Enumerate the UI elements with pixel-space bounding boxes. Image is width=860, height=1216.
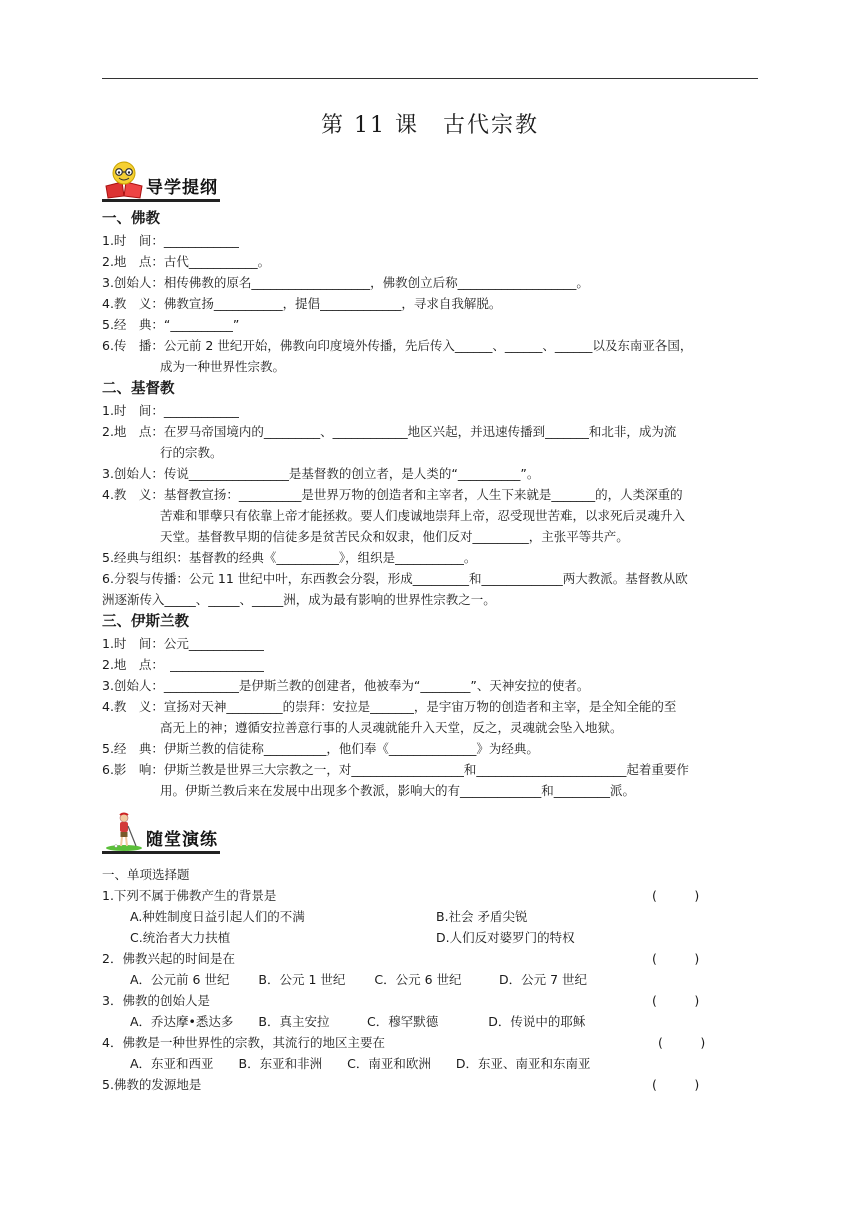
section-banner-practice	[102, 812, 302, 854]
text-line: 6.传 播：公元前 2 世纪开始，佛教向印度境外传播，先后传入______、______、______以及东南亚各国，	[102, 338, 693, 353]
question-3: 3．佛教的创始人是	[102, 993, 210, 1008]
exercise-heading: 一、单项选择题	[102, 867, 190, 882]
text-line: 1.时 间：公元____________	[102, 636, 264, 651]
text-line: 天堂。基督教早期的信徒多是贫苦民众和奴隶，他们反对_________，主张平等共产。	[160, 529, 629, 544]
text-line: 6.分裂与传播：公元 11 世纪中叶，东西教会分裂，形成_________和_____________两大教派。基督教从欧	[102, 571, 688, 586]
text-line: 5.经 典：伊斯兰教的信徒称__________，他们奉《______________》为经典。	[102, 741, 539, 756]
option-d: D.人们反对婆罗门的特权	[436, 930, 575, 945]
text-line: 3.创始人：相传佛教的原名___________________，佛教创立后称___________________。	[102, 275, 589, 290]
banner-underline	[102, 851, 220, 854]
text-line: 1.时 间：____________	[102, 233, 239, 248]
question-3-options: A．乔达摩•悉达多 B．真主安拉 C．穆罕默德 D．传说中的耶稣	[130, 1014, 586, 1029]
answer-paren: ( )	[652, 1077, 700, 1092]
text-line: 4.教 义：宣扬对天神_________的崇拜：安拉是_______，是宇宙万物的创造者和主宰，是全知全能的至	[102, 699, 677, 714]
text-line: 4.教 义：佛教宣扬___________，提倡_____________，寻求自我解脱。	[102, 296, 502, 311]
option-a: A.种姓制度日益引起人们的不满	[130, 909, 305, 924]
option-b: B.社会 矛盾尖锐	[436, 909, 528, 924]
text-line: 6.影 响：伊斯兰教是世界三大宗教之一，对__________________和________________________起着重要作	[102, 762, 689, 777]
answer-paren: ( )	[652, 993, 700, 1008]
text-line: 2.地 点：在罗马帝国境内的_________、____________地区兴起，并迅速传播到_______和北非，成为流	[102, 424, 677, 439]
section-heading-islam: 三、伊斯兰教	[102, 614, 189, 630]
text-line: 高无上的神；遵循安拉善意行事的人灵魂就能升入天堂，反之，灵魂就会坠入地狱。	[160, 720, 623, 735]
text-line: 1.时 间：____________	[102, 403, 239, 418]
text-line: 3.创始人：____________是伊斯兰教的创建者，他被奉为“________”、天神安拉的使者。	[102, 678, 590, 693]
question-4: 4．佛教是一种世界性的宗教，其流行的地区主要在	[102, 1035, 385, 1050]
text-line: 2.地 点：古代___________。	[102, 254, 271, 269]
page-title: 第 11 课 古代宗教	[321, 113, 539, 138]
banner-underline	[102, 199, 220, 202]
reading-student-icon	[102, 160, 146, 200]
text-line: 苦难和罪孽只有依靠上帝才能拯救。要人们虔诚地崇拜上帝，忍受现世苦难，以求死后灵魂升入	[160, 508, 686, 523]
answer-paren: ( )	[652, 951, 700, 966]
banner-label: 随堂演练	[146, 830, 218, 850]
section-banner-guide	[102, 160, 302, 202]
answer-paren: ( )	[658, 1035, 706, 1050]
question-4-options: A．东亚和西亚 B．东亚和非洲 C．南亚和欧洲 D．东亚、南亚和东南亚	[130, 1056, 591, 1071]
section-heading-buddhism: 一、佛教	[102, 211, 160, 227]
text-line: 用。伊斯兰教后来在发展中出现多个教派，影响大的有_____________和_________派。	[160, 783, 636, 798]
answer-paren: ( )	[652, 888, 700, 903]
golfer-icon	[102, 812, 146, 852]
text-line: 2.地 点： _______________	[102, 657, 264, 672]
question-2: 2．佛教兴起的时间是在	[102, 951, 235, 966]
question-2-options: A．公元前 6 世纪 B．公元 1 世纪 C．公元 6 世纪 D．公元 7 世纪	[130, 972, 588, 987]
text-line: 成为一种世界性宗教。	[160, 359, 286, 374]
text-line: 行的宗教。	[160, 445, 223, 460]
header-rule	[102, 78, 758, 79]
banner-label: 导学提纲	[146, 178, 218, 198]
text-line: 洲逐渐传入_____、_____、_____洲，成为最有影响的世界性宗教之一。	[102, 592, 496, 607]
option-c: C.统治者大力扶植	[130, 930, 231, 945]
text-line: 5.经 典：“__________”	[102, 317, 240, 332]
section-heading-christianity: 二、基督教	[102, 381, 175, 397]
question-1: 1.下列不属于佛教产生的背景是	[102, 888, 277, 903]
text-line: 4.教 义：基督教宣扬：__________是世界万物的创造者和主宰者，人生下来就是_______的，人类深重的	[102, 487, 683, 502]
text-line: 5.经典与组织：基督教的经典《__________》，组织是___________。	[102, 550, 477, 565]
question-5: 5.佛教的发源地是	[102, 1077, 202, 1092]
text-line: 3.创始人：传说________________是基督教的创立者，是人类的“__________”。	[102, 466, 540, 481]
